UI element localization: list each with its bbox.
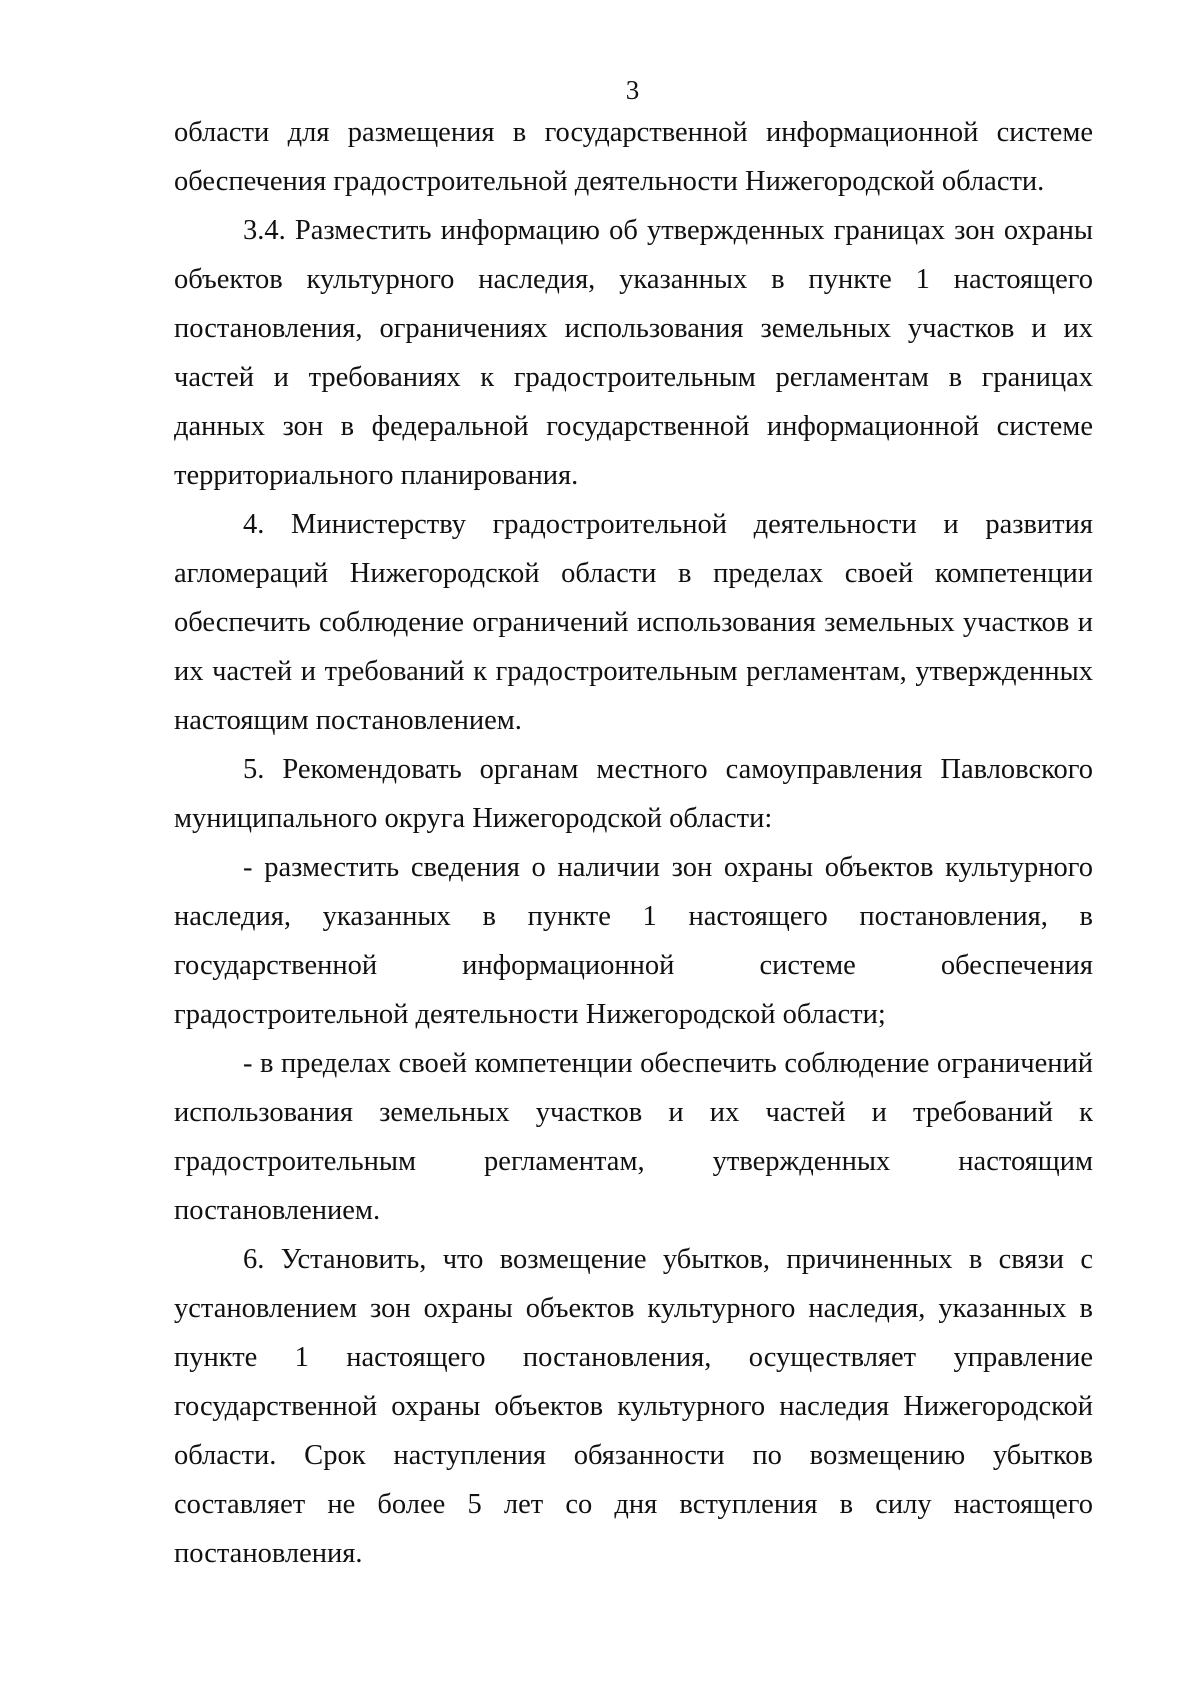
paragraph-4: 4. Министерству градостроительной деятельности и развития агломераций Нижегородской области в пределах своей компетенции обеспечить соблюдение ограничений использования земельных участков и их частей и требований к градостроительным регламентам, утвержденных настоящим постановлением.: [174, 509, 1093, 736]
page-number: 3: [625, 75, 640, 105]
paragraph-6: 6. Установить, что возмещение убытков, причиненных в связи с установлением зон охраны объектов культурного наследия, указанных в пункте 1 настоящего постановления, осуществляет управление государственной охраны объектов культурного наследия Нижегородской области. Срок наступления обязанности по возмещению убытков составляет не более 5 лет со дня вступления в силу настоящего постановления.: [174, 1244, 1093, 1569]
document-body: [174, 108, 1093, 1578]
paragraph-5-item-2: - в пределах своей компетенции обеспечить соблюдение ограничений использования земельных участков и их частей и требований к градостроительным регламентам, утвержденных настоящим постановлением.: [174, 1048, 1093, 1226]
paragraph-5-item-1: - разместить сведения о наличии зон охраны объектов культурного наследия, указанных в пункте 1 настоящего постановления, в государственной информационной системе обеспечения градостроительной деятельности Нижегородской области;: [174, 852, 1093, 1030]
paragraph-5: 5. Рекомендовать органам местного самоуправления Павловского муниципального округа Нижегородской области:: [174, 754, 1093, 834]
paragraph-3-4: 3.4. Разместить информацию об утвержденных границах зон охраны объектов культурного наследия, указанных в пункте 1 настоящего постановления, ограничениях использования земельных участков и их частей и требованиях к градостроительным регламентам в границах данных зон в федеральной государственной информационной системе территориального планирования.: [174, 215, 1093, 491]
paragraph-continuation: области для размещения в государственной информационной системе обеспечения градостроительной деятельности Нижегородской области.: [174, 117, 1093, 197]
